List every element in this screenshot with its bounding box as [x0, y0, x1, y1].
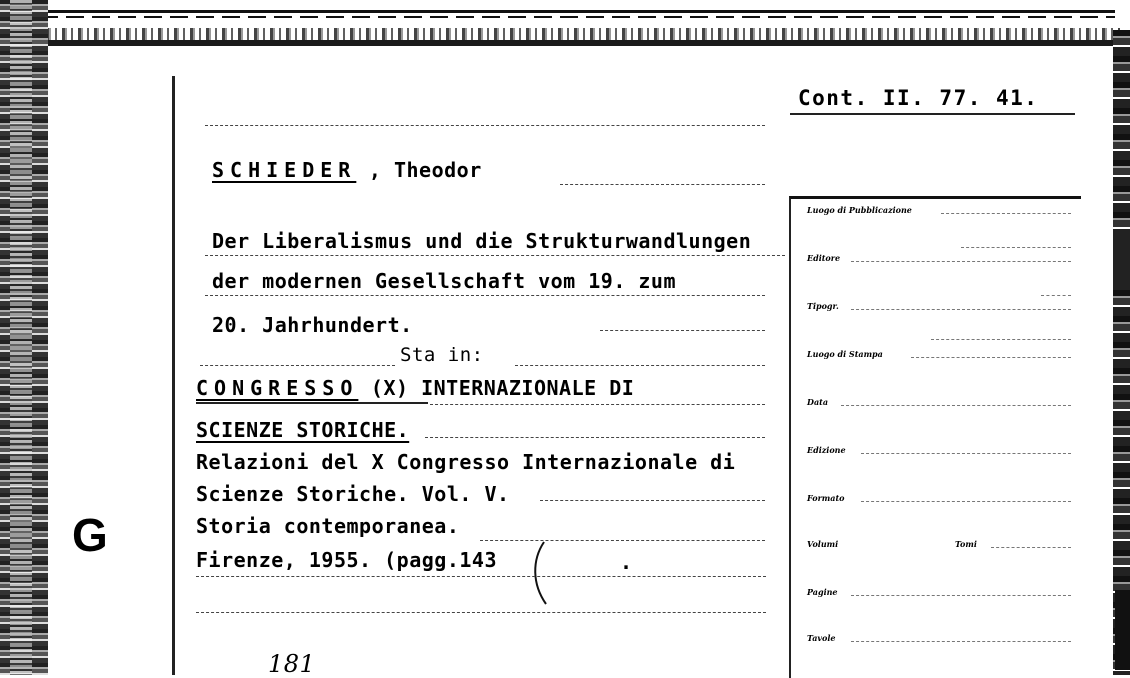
field-volumi: Volumi	[807, 539, 839, 549]
relazioni-line-2: Scienze Storiche. Vol. V.	[196, 482, 510, 506]
author-line	[212, 158, 482, 182]
field-formato: Formato	[807, 493, 845, 503]
field-line	[851, 595, 1071, 596]
field-line	[931, 339, 1071, 340]
field-line	[841, 405, 1071, 406]
congresso-word: CONGRESSO	[196, 376, 359, 400]
author-surname: SCHIEDER	[212, 158, 357, 182]
title-line-3: 20. Jahrhundert.	[212, 313, 413, 337]
ruled-line	[515, 365, 765, 366]
congresso-underline	[196, 402, 428, 404]
ruled-line	[600, 330, 765, 331]
field-line	[851, 641, 1071, 642]
scienze-storiche: SCIENZE STORICHE.	[196, 418, 410, 442]
storia-contemporanea: Storia contemporanea.	[196, 514, 460, 538]
field-pagine: Pagine	[807, 587, 838, 597]
ruled-line	[200, 365, 395, 366]
reference-underline	[790, 113, 1075, 115]
field-edizione: Edizione	[807, 445, 846, 455]
field-line	[1041, 295, 1071, 296]
field-line	[851, 309, 1071, 310]
field-line	[991, 547, 1071, 548]
author-separator: ,	[356, 158, 394, 182]
field-tipogr: Tipogr.	[807, 301, 839, 311]
scan-left-edge	[0, 0, 48, 675]
field-luogo-pubblicazione: Luogo di Pubblicazione	[807, 205, 912, 215]
field-data: Data	[807, 397, 828, 407]
field-line	[861, 453, 1071, 454]
congresso-rest: (X) INTERNAZIONALE DI	[358, 376, 635, 400]
ruled-line	[205, 255, 785, 256]
catalog-reference: Cont. II. 77. 41.	[798, 86, 1039, 110]
scan-right-edge	[1113, 30, 1130, 675]
title-line-1: Der Liberalismus und die Strukturwandlungen	[212, 229, 752, 253]
scan-top-edge	[0, 0, 1130, 48]
handwritten-number: 181	[268, 650, 316, 678]
ruled-line	[205, 295, 765, 296]
ruled-line	[430, 404, 765, 405]
congresso-line	[196, 376, 634, 400]
field-line	[911, 357, 1071, 358]
field-line	[941, 213, 1071, 214]
field-editore: Editore	[807, 253, 841, 263]
title-line-2: der modernen Gesellschaft vom 19. zum	[212, 269, 677, 293]
handwritten-parenthesis	[530, 540, 570, 610]
field-tomi: Tomi	[955, 539, 977, 549]
ruled-line	[196, 576, 766, 577]
ruled-line	[196, 612, 766, 613]
author-given-name: Theodor	[393, 158, 482, 182]
page-end-dot: .	[620, 550, 633, 574]
bibliographic-fields-box	[789, 196, 1081, 678]
field-luogo-stampa: Luogo di Stampa	[807, 349, 883, 359]
field-line	[851, 261, 1071, 262]
card-margin-line	[172, 76, 175, 675]
ruled-line	[205, 125, 765, 126]
sta-in-label: Sta in:	[400, 344, 484, 366]
index-letter: G	[72, 509, 108, 561]
field-line	[961, 247, 1071, 248]
publication-place-year: Firenze, 1955. (pagg.143	[196, 548, 497, 572]
field-tavole: Tavole	[807, 633, 836, 643]
ruled-line	[480, 540, 765, 541]
ruled-line	[425, 437, 765, 438]
relazioni-line-1: Relazioni del X Congresso Internazionale di	[196, 450, 736, 474]
ruled-line	[560, 184, 765, 185]
ruled-line	[540, 500, 765, 501]
field-line	[861, 501, 1071, 502]
